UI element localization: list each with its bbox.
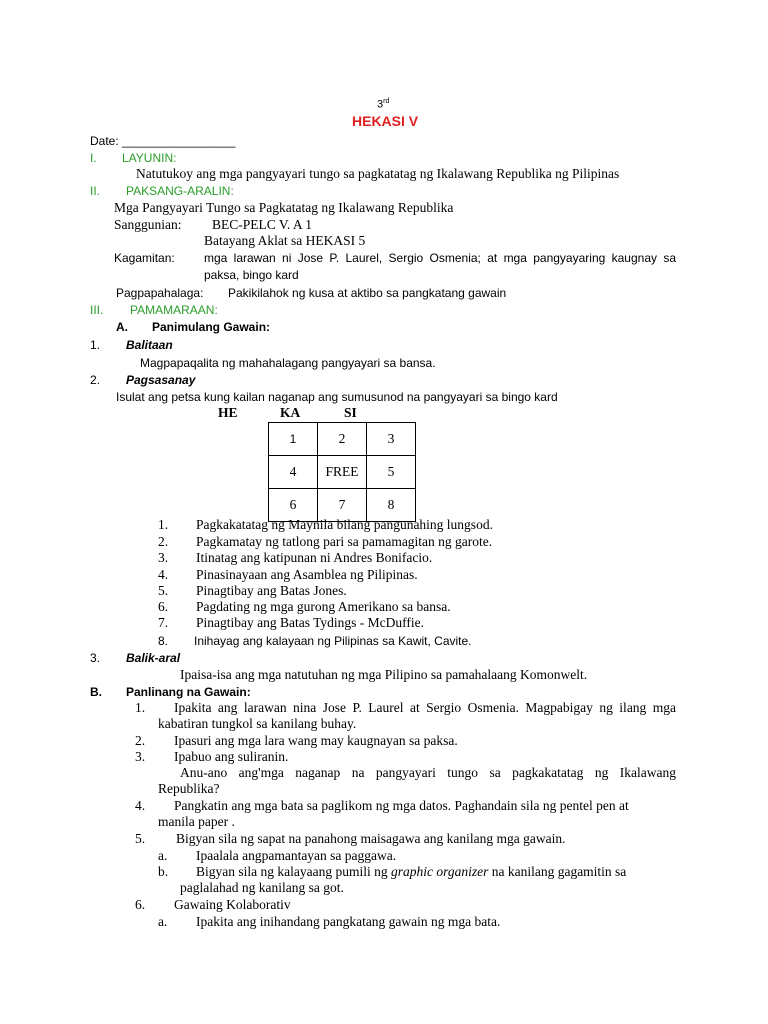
event-text: Itinatag ang katipunan ni Andres Bonifacio. — [196, 550, 433, 565]
event-text: Inihayag ang kalayaan ng Pilipinas sa Kawit, Cavite. — [194, 634, 472, 648]
balikaral-number: 3. — [90, 651, 101, 665]
event-number: 5. — [158, 583, 169, 598]
step-5b-letter: b. — [158, 864, 169, 879]
section-1-number: I. — [90, 151, 97, 165]
section-2-heading: PAKSANG-ARALIN: — [126, 184, 234, 198]
section-3-number: III. — [90, 303, 104, 317]
step-5b-line-2: paglalahad ng kanilang sa got. — [180, 880, 344, 895]
balitaan-text: Magpapaqalita ng mahahalagang pangyayari sa bansa. — [140, 356, 436, 370]
subsection-a-letter: A. — [116, 320, 128, 334]
step-5b-text: Bigyan sila ng kalayaang pumili ng — [196, 864, 391, 879]
pagsasanay-heading: Pagsasanay — [126, 373, 196, 387]
subsection-b-letter: B. — [90, 685, 102, 699]
bingo-header-si: SI — [344, 405, 357, 420]
event-number: 3. — [158, 550, 169, 565]
event-text: Pagkamatay ng tatlong pari sa pamamagitan ng garote. — [196, 534, 493, 549]
step-5b-line-1 — [196, 864, 626, 880]
grade-superscript: rd — [383, 98, 390, 105]
bingo-cell: 7 — [318, 489, 367, 522]
sanggunian-value-2: Batayang Aklat sa HEKASI 5 — [204, 233, 366, 248]
event-number: 8. — [158, 634, 169, 648]
bingo-cell: 2 — [318, 423, 367, 456]
step-1-line-2: kabatiran tungkol sa kanilang buhay. — [158, 716, 357, 731]
bingo-row — [269, 423, 416, 456]
step-5a-text: Ipaalala angpamantayan sa paggawa. — [196, 848, 397, 863]
subsection-a-heading: Panimulang Gawain: — [152, 320, 271, 334]
step-5b-text-end: na kanilang gagamitin sa — [488, 864, 627, 879]
balitaan-number: 1. — [90, 338, 101, 352]
sanggunian-value-1: BEC-PELC V. A 1 — [212, 217, 313, 232]
pagsasanay-text: Isulat ang petsa kung kailan naganap ang sumusunod na pangyayari sa bingo kard — [116, 390, 558, 404]
bingo-cell: 6 — [269, 489, 318, 522]
bingo-cell: 4 — [269, 456, 318, 489]
pagsasanay-number: 2. — [90, 373, 101, 387]
balikaral-heading: Balik-aral — [126, 651, 181, 665]
step-5-text: Bigyan sila ng sapat na panahong maisagawa ang kanilang mga gawain. — [176, 831, 566, 846]
event-text: Pinasinayaan ang Asamblea ng Pilipinas. — [196, 567, 418, 582]
step-5a-letter: a. — [158, 848, 168, 863]
step-number: 2. — [135, 733, 146, 748]
grade-label — [377, 94, 389, 113]
step-6-text: Gawaing Kolaborativ — [174, 897, 291, 912]
kagamitan-value-2: paksa, bingo kard — [204, 268, 299, 282]
kagamitan-label: Kagamitan: — [114, 251, 175, 265]
event-text: Pinagtibay ang Batas Tydings - McDuffie. — [196, 615, 425, 630]
event-text: Pagkakatatag ng Maynila bilang pangunahing lungsod. — [196, 517, 493, 532]
pagpapahalaga-value: Pakikilahok ng kusa at aktibo sa pangkatang gawain — [228, 286, 507, 300]
bingo-header-he: HE — [218, 405, 238, 420]
step-number: 6. — [135, 897, 146, 912]
bingo-header-ka: KA — [280, 405, 301, 420]
balikaral-text: Ipaisa-isa ang mga natutuhan ng mga Pilipino sa pamahalaang Komonwelt. — [180, 667, 588, 682]
step-4-line-2: manila paper . — [158, 814, 235, 829]
event-number: 2. — [158, 534, 169, 549]
bingo-cell: 1 — [269, 423, 318, 456]
step-number: 4. — [135, 798, 146, 813]
step-3-question-line-2: Republika? — [158, 781, 220, 796]
step-number: 5. — [135, 831, 146, 846]
date-field: Date: _________________ — [90, 134, 236, 148]
kagamitan-value-1: mga larawan ni Jose P. Laurel, Sergio Osmenia; at mga pangyayaring kaugnay sa — [204, 251, 676, 265]
step-3-question-line-1: Anu-ano ang'mga naganap na pangyayari tungo sa pagkakatatag ng Ikalawang — [180, 765, 676, 780]
bingo-row — [269, 456, 416, 489]
subsection-b-heading: Panlinang na Gawain: — [126, 685, 251, 699]
section-3-heading: PAMAMARAAN: — [130, 303, 218, 317]
topic-text: Mga Pangyayari Tungo sa Pagkatatag ng Ikalawang Republika — [114, 200, 454, 215]
step-1-line-1: Ipakita ang larawan nina Jose P. Laurel at Sergio Osmenia. Magpabigay ng ilang mga — [174, 700, 676, 715]
step-number: 1. — [135, 700, 146, 715]
graphic-organizer-term: graphic organizer — [390, 864, 489, 879]
step-6a-text: Ipakita ang inihandang pangkatang gawain ng mga bata. — [196, 914, 501, 929]
bingo-cell: FREE — [318, 456, 367, 489]
section-1-text: Natutukoy ang mga pangyayari tungo sa pagkatatag ng Ikalawang Republika ng Pilipinas — [136, 166, 620, 181]
section-1-heading: LAYUNIN: — [122, 151, 177, 165]
grade-number: 3 — [377, 98, 384, 111]
event-number: 4. — [158, 567, 169, 582]
bingo-cell: 3 — [367, 423, 416, 456]
pagpapahalaga-label: Pagpapahalaga: — [116, 286, 204, 300]
bingo-cell: 8 — [367, 489, 416, 522]
section-2-number: II. — [90, 184, 101, 198]
bingo-cell: 5 — [367, 456, 416, 489]
event-number: 1. — [158, 517, 169, 532]
event-text: Pagdating ng mga gurong Amerikano sa bansa. — [196, 599, 451, 614]
step-4-line-1: Pangkatin ang mga bata sa paglikom ng mga datos. Paghandain sila ng pentel pen at — [174, 798, 629, 813]
event-number: 6. — [158, 599, 169, 614]
step-6a-letter: a. — [158, 914, 168, 929]
step-number: 3. — [135, 749, 146, 764]
page-title: HEKASI V — [352, 113, 419, 129]
balitaan-heading: Balitaan — [126, 338, 173, 352]
step-2-text: Ipasuri ang mga lara wang may kaugnayan sa paksa. — [174, 733, 458, 748]
step-3-text: Ipabuo ang suliranin. — [174, 749, 289, 764]
event-text: Pinagtibay ang Batas Jones. — [196, 583, 347, 598]
sanggunian-label: Sanggunian: — [114, 217, 182, 232]
event-number: 7. — [158, 615, 169, 630]
bingo-card — [268, 422, 416, 522]
